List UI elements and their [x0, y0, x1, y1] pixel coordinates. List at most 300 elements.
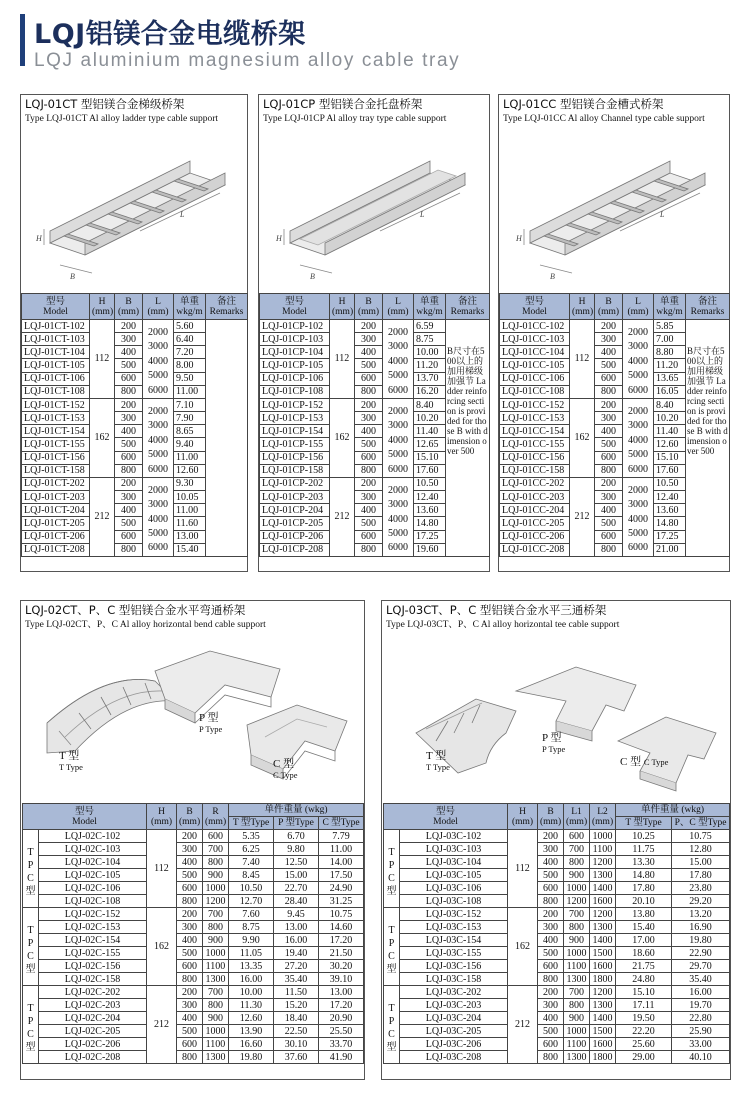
header-accent-bar: [20, 14, 25, 66]
cc-tray-drawing: [510, 133, 720, 293]
b-cell: 300: [538, 843, 564, 856]
b-cell: 400: [115, 346, 143, 359]
table-row: [384, 830, 730, 843]
b-cell: 200: [355, 320, 383, 333]
weight-cell: 14.80: [414, 517, 446, 530]
t-weight-cell: 29.00: [616, 1051, 672, 1064]
panel-cp: [258, 94, 490, 572]
weight-cell: 15.40: [174, 543, 206, 556]
b-cell: 600: [115, 530, 143, 543]
model-cell: LQJ-01CP-156: [260, 451, 330, 464]
model-cell: LQJ-01CT-108: [22, 385, 90, 398]
table-row: [384, 895, 730, 908]
type-tpc-cell: [23, 908, 39, 986]
type-letter: P: [27, 859, 34, 871]
h-header-label: H: [98, 296, 106, 307]
r-cell: 900: [203, 934, 229, 947]
l-header: [143, 294, 174, 320]
model-cell: LQJ-01CC-105: [500, 359, 570, 372]
pc-weight-cell: 33.00: [672, 1038, 730, 1051]
l-cell-group: [623, 398, 654, 477]
t-weight-cell: 21.75: [616, 960, 672, 973]
table-header-row: [500, 294, 730, 320]
model-header-label: 型号: [524, 296, 544, 307]
b-cell: 800: [115, 385, 143, 398]
tee-spec-table: [383, 803, 730, 1064]
b-header: [355, 294, 383, 320]
b-header-unit: (mm): [597, 306, 620, 317]
l2-cell: 1300: [590, 869, 616, 882]
type-letter: P: [388, 937, 395, 949]
b-cell: 200: [177, 830, 203, 843]
p-weight-cell: 12.50: [274, 856, 319, 869]
weight-cell: 8.80: [654, 346, 686, 359]
model-cell: LQJ-02C-108: [39, 895, 147, 908]
r-cell: 700: [203, 843, 229, 856]
b-cell: 200: [538, 908, 564, 921]
remarks-header: [686, 294, 730, 320]
model-cell: LQJ-03C-208: [400, 1051, 508, 1064]
model-cell: LQJ-02C-104: [39, 856, 147, 869]
b-cell: 200: [355, 477, 383, 490]
table-row: [384, 947, 730, 960]
bend-drawing: [35, 641, 353, 801]
table-row: [23, 947, 364, 960]
model-header-unit: Model: [433, 816, 458, 827]
model-cell: LQJ-01CT-202: [22, 477, 90, 490]
pc-weight-cell: 17.80: [672, 869, 730, 882]
l-value: 2000: [628, 484, 648, 496]
l1-cell: 1300: [564, 973, 590, 986]
model-cell: LQJ-02C-155: [39, 947, 147, 960]
weight-cell: 8.75: [414, 333, 446, 346]
r-cell: 1000: [203, 947, 229, 960]
tee-c-label: [620, 757, 668, 768]
table-row: [384, 856, 730, 869]
b-cell: 600: [115, 451, 143, 464]
table-row: [23, 895, 364, 908]
model-cell: LQJ-01CT-153: [22, 412, 90, 425]
l2-cell: 1200: [590, 986, 616, 999]
c-weight-cell: 24.90: [319, 882, 364, 895]
table-row: [384, 1051, 730, 1064]
l-value: 4000: [628, 434, 648, 446]
l1-cell: 700: [564, 843, 590, 856]
model-cell: LQJ-01CT-103: [22, 333, 90, 346]
type-letter: P: [388, 859, 395, 871]
r-cell: 1000: [203, 1025, 229, 1038]
model-cell: LQJ-01CP-205: [260, 517, 330, 530]
t-weight-cell: 15.10: [616, 986, 672, 999]
l2-cell: 1200: [590, 856, 616, 869]
h-cell: 212: [90, 477, 115, 556]
table-row: [384, 973, 730, 986]
pc-weight-cell: 13.20: [672, 908, 730, 921]
b-cell: 600: [115, 372, 143, 385]
l1-cell: 800: [564, 921, 590, 934]
l-value: 2000: [148, 405, 168, 417]
model-cell: LQJ-03C-156: [400, 960, 508, 973]
c-weight-cell: 14.60: [319, 921, 364, 934]
weight-cell: 12.65: [414, 438, 446, 451]
b-cell: 600: [595, 451, 623, 464]
weight-cell: 21.00: [654, 543, 686, 556]
t-weight-cell: 5.35: [229, 830, 274, 843]
l1-cell: 1000: [564, 1025, 590, 1038]
b-cell: 600: [538, 960, 564, 973]
b-cell: 300: [115, 333, 143, 346]
table-row: [23, 1051, 364, 1064]
table-header-row: [22, 294, 248, 320]
c-weight-cell: 14.00: [319, 856, 364, 869]
t-weight-cell: 12.60: [229, 1012, 274, 1025]
model-cell: LQJ-01CP-206: [260, 530, 330, 543]
t-weight-cell: 17.11: [616, 999, 672, 1012]
t-weight-cell: 25.60: [616, 1038, 672, 1051]
model-cell: LQJ-01CC-102: [500, 320, 570, 333]
type-letter: 型: [386, 885, 397, 897]
l1-cell: 1200: [564, 895, 590, 908]
remarks-header-unit: Remarks: [690, 306, 725, 317]
weight-cell: 5.60: [174, 320, 206, 333]
model-cell: LQJ-01CT-154: [22, 425, 90, 438]
p-weight-cell: 11.50: [274, 986, 319, 999]
type-letter: 型: [25, 1041, 36, 1053]
t-weight-cell: 10.50: [229, 882, 274, 895]
t-weight-cell: 10.25: [616, 830, 672, 843]
p-weight-cell: 30.10: [274, 1038, 319, 1051]
l2-header-label: L2: [597, 806, 608, 817]
b-cell: 800: [355, 464, 383, 477]
model-cell: LQJ-03C-202: [400, 986, 508, 999]
b-cell: 200: [115, 320, 143, 333]
type-letter: T: [388, 924, 395, 936]
weight-cell: 9.30: [174, 477, 206, 490]
model-cell: LQJ-02C-203: [39, 999, 147, 1012]
model-cell: LQJ-01CT-156: [22, 451, 90, 464]
t-weight-cell: 15.40: [616, 921, 672, 934]
model-cell: LQJ-01CP-104: [260, 346, 330, 359]
weight-cell: 13.60: [654, 504, 686, 517]
p-type-header: P 型Type: [274, 817, 319, 830]
tee-t-label-cn: T 型: [426, 750, 447, 762]
l-value: 6000: [628, 384, 648, 396]
l2-cell: 1500: [590, 947, 616, 960]
b-cell: 500: [355, 359, 383, 372]
b-header-unit: (mm): [540, 816, 562, 827]
l-header-unit: (mm): [147, 306, 169, 317]
l1-cell: 1000: [564, 947, 590, 960]
spec-table-ct: [21, 293, 248, 557]
t-weight-cell: 18.60: [616, 947, 672, 960]
weight-cell: 6.59: [414, 320, 446, 333]
model-cell: LQJ-03C-203: [400, 999, 508, 1012]
b-cell: 800: [177, 1051, 203, 1064]
weight-header-unit: wkg/m: [416, 306, 443, 317]
model-cell: LQJ-01CT-104: [22, 346, 90, 359]
pc-weight-cell: 16.00: [672, 986, 730, 999]
weight-header: [174, 294, 206, 320]
l2-header-unit: (mm): [592, 816, 614, 827]
h-header: [508, 804, 538, 830]
model-cell: LQJ-01CP-208: [260, 543, 330, 556]
l-header: [623, 294, 654, 320]
l2-cell: 1500: [590, 1025, 616, 1038]
model-cell: LQJ-01CC-108: [500, 385, 570, 398]
model-cell: LQJ-02C-208: [39, 1051, 147, 1064]
table-row: [23, 960, 364, 973]
l-value: 3000: [148, 341, 168, 353]
type-letter: 型: [386, 1041, 397, 1053]
model-cell: LQJ-03C-205: [400, 1025, 508, 1038]
remarks-header: [206, 294, 248, 320]
weight-cell: 14.80: [654, 517, 686, 530]
l2-cell: 1800: [590, 973, 616, 986]
l1-cell: 600: [564, 830, 590, 843]
b-cell: 300: [355, 412, 383, 425]
r-cell: 900: [203, 1012, 229, 1025]
l-value: 5000: [628, 528, 648, 540]
weight-header-label: 单重: [659, 296, 679, 307]
c-weight-cell: 17.20: [319, 999, 364, 1012]
l-cell-group: [143, 477, 174, 556]
r-cell: 700: [203, 908, 229, 921]
p-weight-cell: 37.60: [274, 1051, 319, 1064]
l-cell-group: [143, 398, 174, 477]
r-header-label: R: [212, 806, 219, 817]
panel-cc: [498, 94, 730, 572]
dimension-mark: H: [36, 234, 42, 243]
b-cell: 800: [595, 464, 623, 477]
type-letter: C: [27, 950, 34, 962]
l-cell-group: [143, 320, 174, 399]
h-cell: 162: [330, 398, 355, 477]
t-weight-cell: 8.75: [229, 921, 274, 934]
weight-cell: 17.25: [414, 530, 446, 543]
b-cell: 500: [355, 438, 383, 451]
weight-cell: 11.20: [414, 359, 446, 372]
l-value: 4000: [388, 434, 408, 446]
t-type-header: T 型Type: [229, 817, 274, 830]
bend-p-label: [199, 713, 222, 735]
bend-c-label-cn: C 型: [273, 758, 295, 770]
l-value: 5000: [148, 528, 168, 540]
weight-cell: 13.00: [174, 530, 206, 543]
b-cell: 200: [177, 986, 203, 999]
model-header: [260, 294, 330, 320]
t-weight-cell: 13.35: [229, 960, 274, 973]
table-row: [23, 856, 364, 869]
b-header-label: B: [186, 806, 193, 817]
model-cell: LQJ-01CT-106: [22, 372, 90, 385]
h-cell: 112: [330, 320, 355, 399]
pc-weight-cell: 29.20: [672, 895, 730, 908]
model-cell: LQJ-01CP-204: [260, 504, 330, 517]
tee-p-label-cn: P 型: [542, 732, 562, 744]
b-cell: 800: [115, 464, 143, 477]
p-weight-cell: 22.70: [274, 882, 319, 895]
panel-ct-header: [25, 97, 218, 126]
b-cell: 600: [538, 1038, 564, 1051]
c-weight-cell: 39.10: [319, 973, 364, 986]
model-cell: LQJ-01CC-155: [500, 438, 570, 451]
b-cell: 500: [595, 438, 623, 451]
b-cell: 200: [115, 477, 143, 490]
t-weight-cell: 19.50: [616, 1012, 672, 1025]
p-weight-cell: 16.00: [274, 934, 319, 947]
t-weight-cell: 8.45: [229, 869, 274, 882]
p-weight-cell: 9.80: [274, 843, 319, 856]
c-weight-cell: 21.50: [319, 947, 364, 960]
l2-header: [590, 804, 616, 830]
h-header-label: H: [158, 806, 165, 817]
weight-cell: 8.40: [654, 398, 686, 411]
bend-spec-table: [22, 803, 364, 1064]
l-value: 2000: [148, 484, 168, 496]
panel-title-cn: LQJ-01CC 型铝镁合金槽式桥架: [503, 97, 664, 111]
remarks-header-unit: Remarks: [450, 306, 485, 317]
t-type-header: T 型Type: [616, 817, 672, 830]
panel-title-cn: LQJ-01CP 型铝镁合金托盘桥架: [263, 97, 423, 111]
bend-panel: [20, 600, 365, 1080]
tee-title-en: Type LQJ-03CT、P、C Al alloy horizontal tee cable support: [386, 620, 620, 630]
dimension-mark: L: [420, 210, 425, 219]
bend-t-label-cn: T 型: [59, 750, 80, 762]
weight-cell: 11.40: [414, 425, 446, 438]
type-letter: C: [27, 1028, 34, 1040]
weight-header-label: 单重: [179, 296, 199, 307]
t-weight-cell: 13.90: [229, 1025, 274, 1038]
l2-cell: 1300: [590, 999, 616, 1012]
table-row: [384, 1038, 730, 1051]
table-row: [23, 1038, 364, 1051]
t-weight-cell: 11.75: [616, 843, 672, 856]
l-value: 3000: [388, 341, 408, 353]
model-cell: LQJ-01CT-155: [22, 438, 90, 451]
l1-cell: 700: [564, 986, 590, 999]
model-cell: LQJ-02C-152: [39, 908, 147, 921]
model-cell: LQJ-01CC-152: [500, 398, 570, 411]
pc-weight-cell: 16.90: [672, 921, 730, 934]
t-weight-cell: 16.60: [229, 1038, 274, 1051]
l-value: 3000: [148, 420, 168, 432]
t-weight-cell: 11.30: [229, 999, 274, 1012]
tee-drawing: [396, 641, 720, 801]
model-cell: LQJ-03C-158: [400, 973, 508, 986]
cp-tray-drawing: [270, 133, 480, 293]
weight-cell: 9.50: [174, 372, 206, 385]
model-cell: LQJ-01CP-202: [260, 477, 330, 490]
panel-title-cn: LQJ-01CT 型铝镁合金梯级桥架: [25, 97, 185, 111]
remarks-cell: B尺寸在500以上的加用梯级加强节 Ladder reinforcing section is provided for those B with dimension over 500: [686, 320, 730, 557]
c-weight-cell: 31.25: [319, 895, 364, 908]
t-weight-cell: 22.20: [616, 1025, 672, 1038]
type-letter: T: [388, 1002, 395, 1014]
b-cell: 300: [115, 491, 143, 504]
r-cell: 900: [203, 869, 229, 882]
b-cell: 800: [177, 895, 203, 908]
type-letter: T: [388, 846, 395, 858]
l-value: 6000: [148, 542, 168, 554]
h-header-unit: (mm): [150, 816, 173, 827]
weight-cell: 5.85: [654, 320, 686, 333]
b-cell: 300: [115, 412, 143, 425]
type-letter: C: [388, 872, 395, 884]
p-weight-cell: 22.50: [274, 1025, 319, 1038]
weight-cell: 17.60: [414, 464, 446, 477]
l-value: 2000: [148, 327, 168, 338]
b-header-label: B: [547, 806, 554, 817]
model-cell: LQJ-01CC-104: [500, 346, 570, 359]
table-row: [23, 830, 364, 843]
tee-c-label-en: C Type: [643, 757, 669, 767]
model-header-label: 型号: [74, 806, 94, 817]
t-weight-cell: 14.80: [616, 869, 672, 882]
b-cell: 400: [538, 1012, 564, 1025]
b-cell: 600: [177, 1038, 203, 1051]
dimension-mark: H: [276, 234, 282, 243]
b-cell: 500: [115, 438, 143, 451]
l2-cell: 1100: [590, 843, 616, 856]
weight-cell: 10.20: [414, 412, 446, 425]
model-cell: LQJ-01CT-208: [22, 543, 90, 556]
b-cell: 400: [538, 856, 564, 869]
b-cell: 800: [595, 385, 623, 398]
r-cell: 1300: [203, 1051, 229, 1064]
b-cell: 300: [595, 412, 623, 425]
b-cell: 800: [538, 1051, 564, 1064]
model-cell: LQJ-03C-154: [400, 934, 508, 947]
b-cell: 800: [355, 385, 383, 398]
b-cell: 400: [115, 425, 143, 438]
model-cell: LQJ-02C-205: [39, 1025, 147, 1038]
t-weight-cell: 13.30: [616, 856, 672, 869]
table-row: [384, 934, 730, 947]
pc-type-header: P、C 型Type: [672, 817, 730, 830]
remarks-header-label: 备注: [697, 296, 717, 307]
l2-cell: 1800: [590, 1051, 616, 1064]
type-tpc-cell: [23, 986, 39, 1064]
table-row: [23, 1012, 364, 1025]
h-cell: 112: [508, 830, 538, 908]
l-cell-group: [383, 398, 414, 477]
l2-cell: 1400: [590, 934, 616, 947]
weight-cell: 11.00: [174, 504, 206, 517]
b-header-unit: (mm): [357, 306, 380, 317]
weight-cell: 16.20: [414, 385, 446, 398]
l1-cell: 900: [564, 1012, 590, 1025]
b-cell: 800: [538, 973, 564, 986]
t-weight-cell: 20.10: [616, 895, 672, 908]
l-value: 5000: [148, 449, 168, 461]
model-cell: LQJ-01CT-205: [22, 517, 90, 530]
b-cell: 400: [177, 1012, 203, 1025]
b-cell: 500: [115, 517, 143, 530]
pc-weight-cell: 19.70: [672, 999, 730, 1012]
table-row: [384, 908, 730, 921]
b-cell: 200: [595, 320, 623, 333]
t-weight-cell: 10.00: [229, 986, 274, 999]
spec-table-cc: [499, 293, 730, 557]
weight-cell: 10.00: [414, 346, 446, 359]
type-tpc-cell: [384, 830, 400, 908]
model-cell: LQJ-02C-158: [39, 973, 147, 986]
model-header-label: 型号: [284, 296, 304, 307]
t-weight-cell: 7.60: [229, 908, 274, 921]
weight-cell: 10.50: [654, 477, 686, 490]
b-cell: 600: [538, 882, 564, 895]
weight-cell: 6.40: [174, 333, 206, 346]
